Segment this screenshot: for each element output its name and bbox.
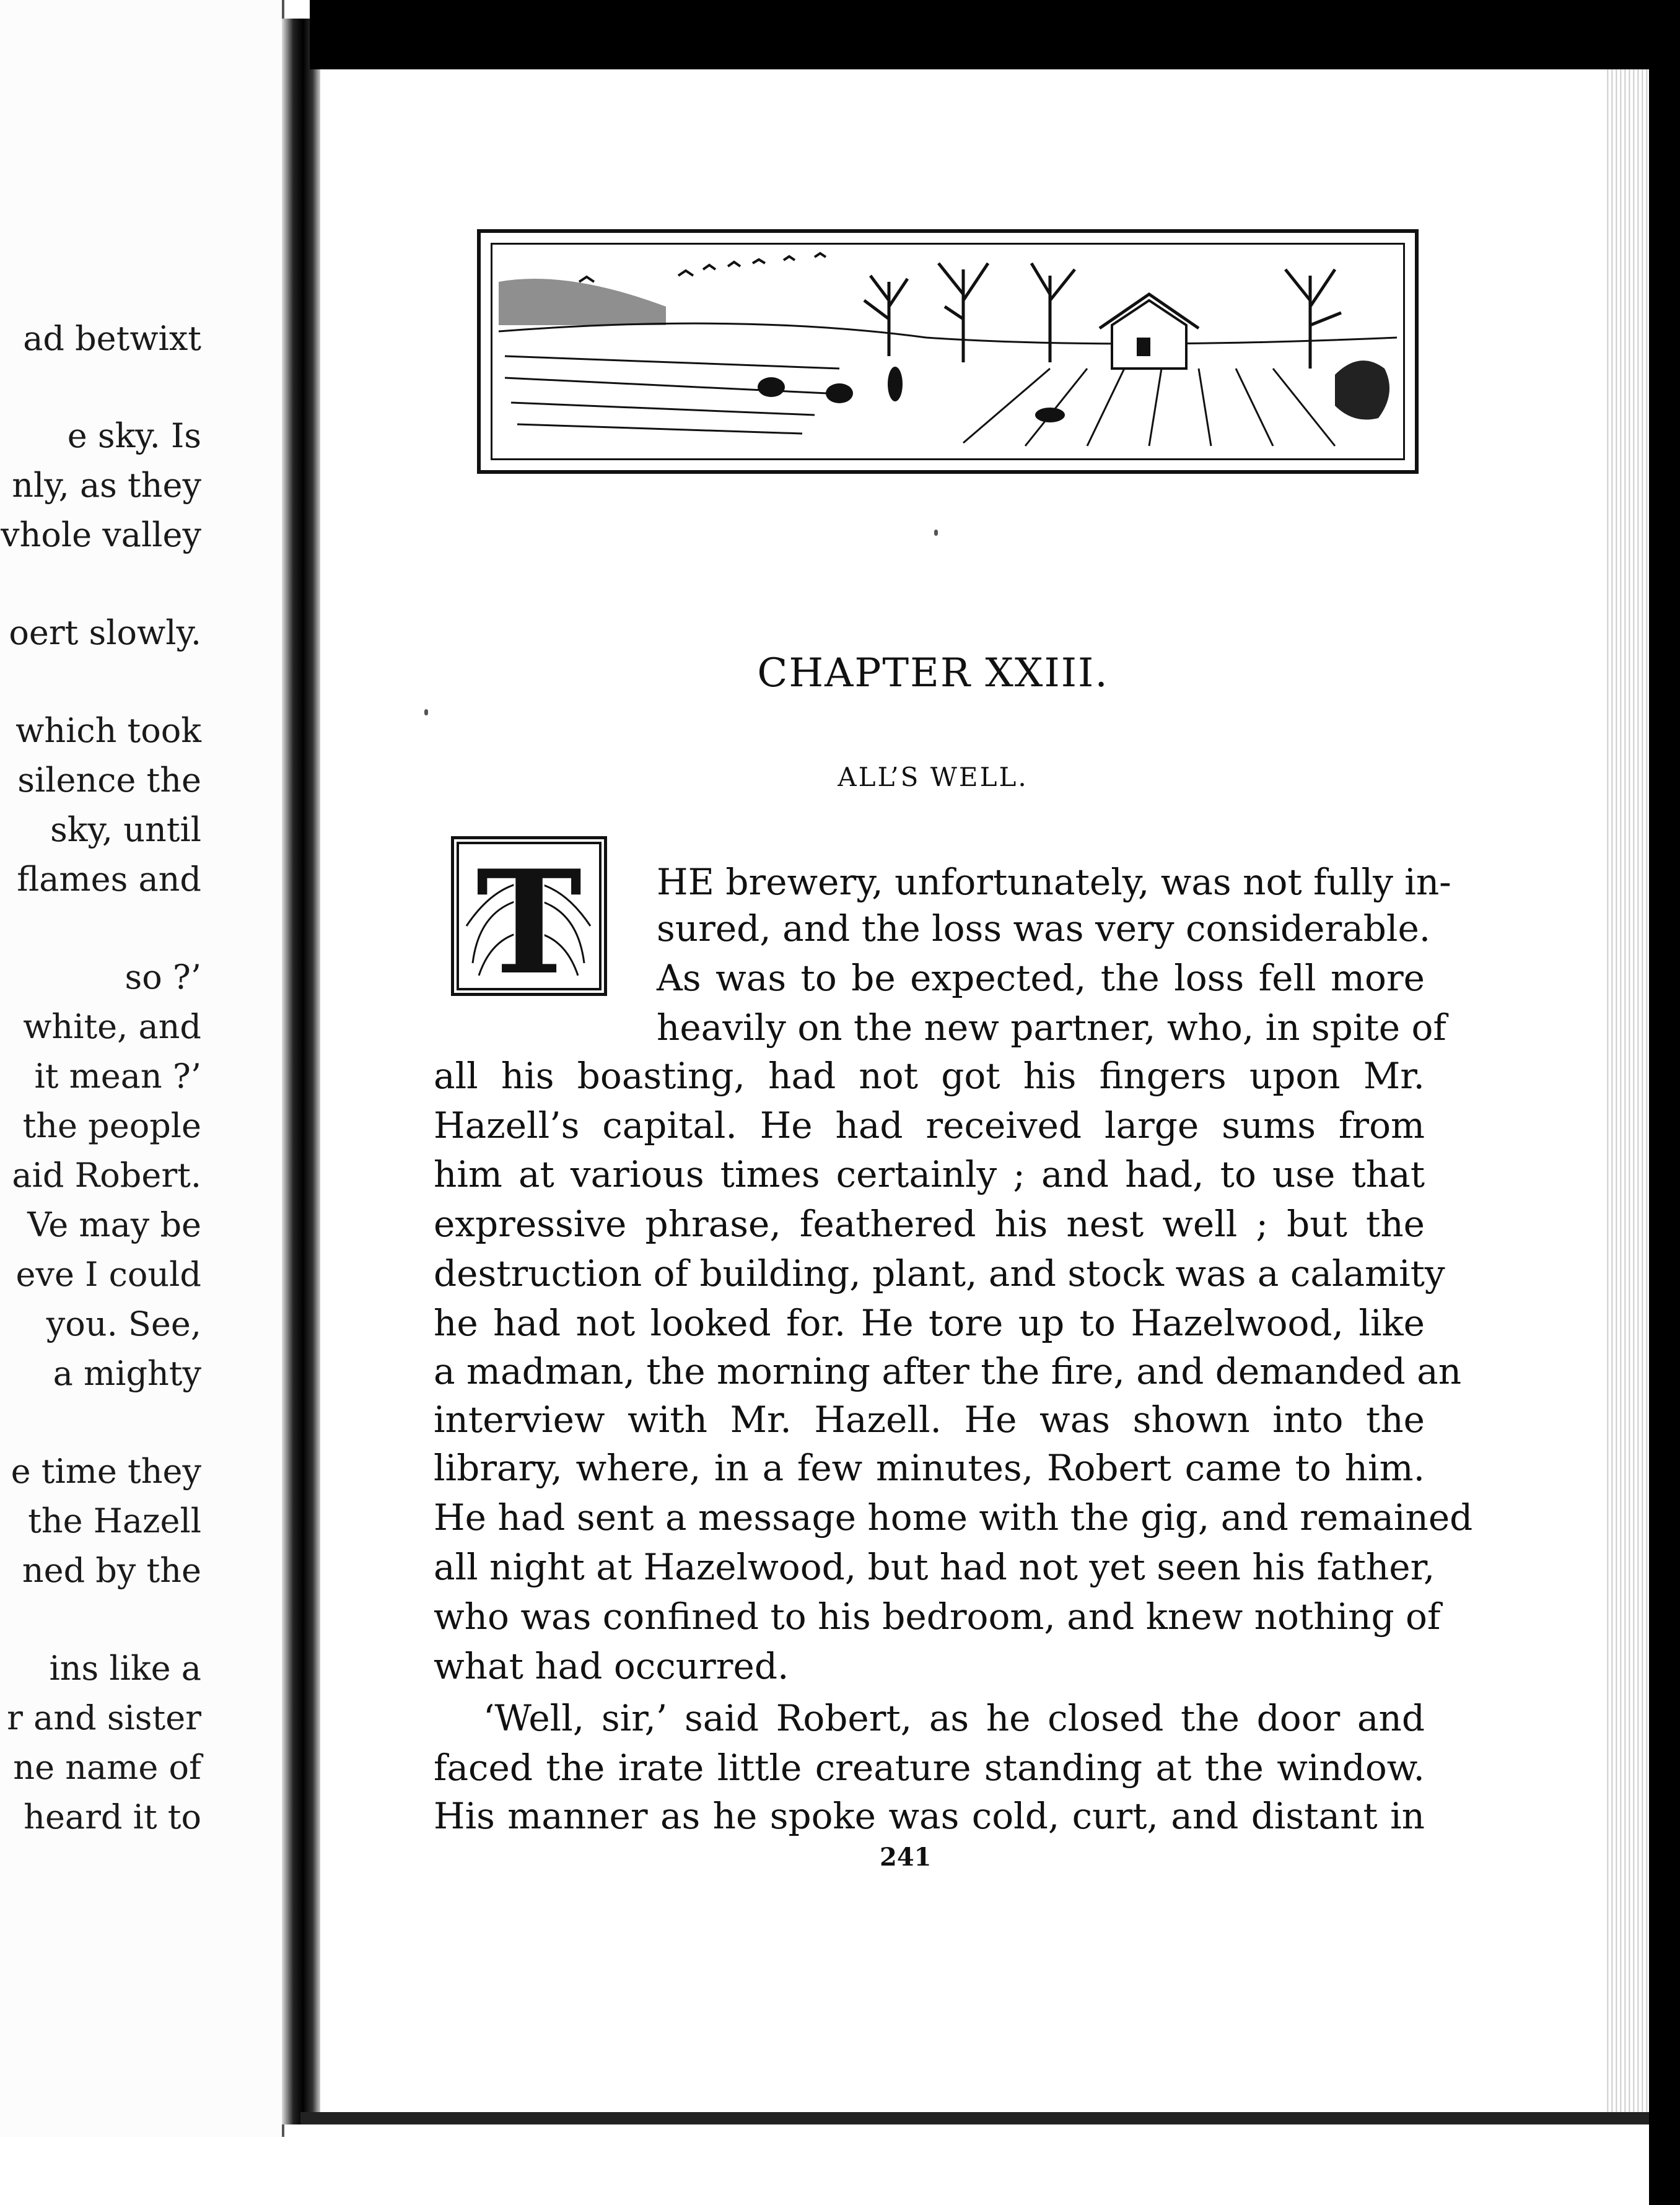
left-page-line: sky, until: [50, 810, 201, 849]
left-page-line: ned by the: [22, 1551, 201, 1590]
body-line: all his boasting, had not got his fingers upon Mr.: [434, 1055, 1425, 1097]
body-line: faced the irate little creature standing at the window.: [434, 1747, 1425, 1789]
left-page-line: the people: [22, 1106, 201, 1145]
left-page-line: heard it to: [24, 1797, 201, 1836]
book-gutter: [282, 19, 320, 2124]
page-edges: [1604, 69, 1649, 2120]
landscape-engraving: [492, 245, 1403, 458]
body-line: expressive phrase, feathered his nest well ; but the: [434, 1203, 1425, 1245]
left-page-line: oert slowly.: [9, 613, 201, 652]
left-page-line: r and sister: [7, 1698, 201, 1737]
left-page-line: ins like a: [49, 1649, 201, 1688]
body-line: he had not looked for. He tore up to Hazelwood, like: [434, 1302, 1425, 1344]
left-page-line: aid Robert.: [12, 1156, 201, 1195]
body-line: him at various times certainly ; and had, to use that: [434, 1153, 1425, 1195]
drop-cap: [451, 836, 607, 996]
left-page-line: ne name of: [13, 1748, 201, 1787]
left-page-line: so ?’: [114, 958, 201, 997]
chapter-title: [0, 650, 1680, 696]
body-line: He had sent a message home with the gig, and remained: [434, 1496, 1473, 1539]
left-page-line: which took: [15, 711, 201, 750]
scan-border-bottom: [300, 2112, 1649, 2124]
scan-border-right: [1649, 0, 1680, 2205]
body-line: Hazell’s capital. He had received large sums from: [434, 1104, 1425, 1146]
left-page-line: you. See,: [46, 1304, 201, 1343]
left-page: [0, 0, 284, 2137]
body-line: who was confined to his bedroom, and knew nothing of: [434, 1596, 1441, 1638]
left-page-line: eve I could: [15, 1255, 201, 1294]
body-line: As was to be expected, the loss fell more: [657, 957, 1425, 999]
page-number: 241: [880, 1843, 932, 1872]
left-page-line: ad betwixt: [23, 319, 201, 358]
body-line: ‘Well, sir,’ said Robert, as he closed the door and: [483, 1697, 1425, 1739]
left-page-line: it mean ?’: [34, 1057, 201, 1096]
body-line: HE brewery, unfortunately, was not fully in-: [657, 861, 1451, 903]
body-line: all night at Hazelwood, but had not yet seen his father,: [434, 1546, 1435, 1588]
chapter-headpiece-illustration: [477, 229, 1419, 474]
body-line: library, where, in a few minutes, Robert came to him.: [434, 1447, 1425, 1489]
left-page-line: vhole valley: [1, 515, 201, 554]
body-line: what had occurred.: [434, 1645, 789, 1687]
scan-speck: [934, 530, 938, 536]
scan-border-top: [310, 0, 1680, 69]
left-page-line: nly, as they: [12, 466, 201, 505]
drop-cap-letter: T: [476, 839, 582, 993]
left-page-line: a mighty: [53, 1354, 201, 1393]
body-line: sured, and the loss was very considerable.: [657, 907, 1431, 950]
left-page-line: Ve may be: [27, 1205, 201, 1244]
left-page-line: e time they: [11, 1452, 201, 1491]
chapter-subtitle-text: ALL’S WELL.: [838, 762, 1028, 792]
body-line: heavily on the new partner, who, in spite of: [657, 1006, 1446, 1049]
chapter-title-text: CHAPTER XXIII.: [757, 650, 1109, 696]
body-line: interview with Mr. Hazell. He was shown into the: [434, 1399, 1425, 1441]
left-page-line: silence the: [17, 761, 201, 800]
body-line: destruction of building, plant, and stock was a calamity: [434, 1252, 1445, 1295]
left-page-line: the Hazell: [28, 1501, 201, 1540]
body-line: His manner as he spoke was cold, curt, and distant in: [434, 1795, 1425, 1837]
drop-cap-ornament: [454, 839, 604, 993]
left-page-line: e sky. Is: [67, 416, 201, 455]
scan-speck: [424, 709, 428, 715]
left-page-line: white, and: [12, 1007, 201, 1046]
chapter-subtitle: [0, 762, 1680, 792]
body-line: a madman, the morning after the fire, and demanded an: [434, 1350, 1462, 1392]
left-page-line: flames and: [17, 860, 201, 899]
